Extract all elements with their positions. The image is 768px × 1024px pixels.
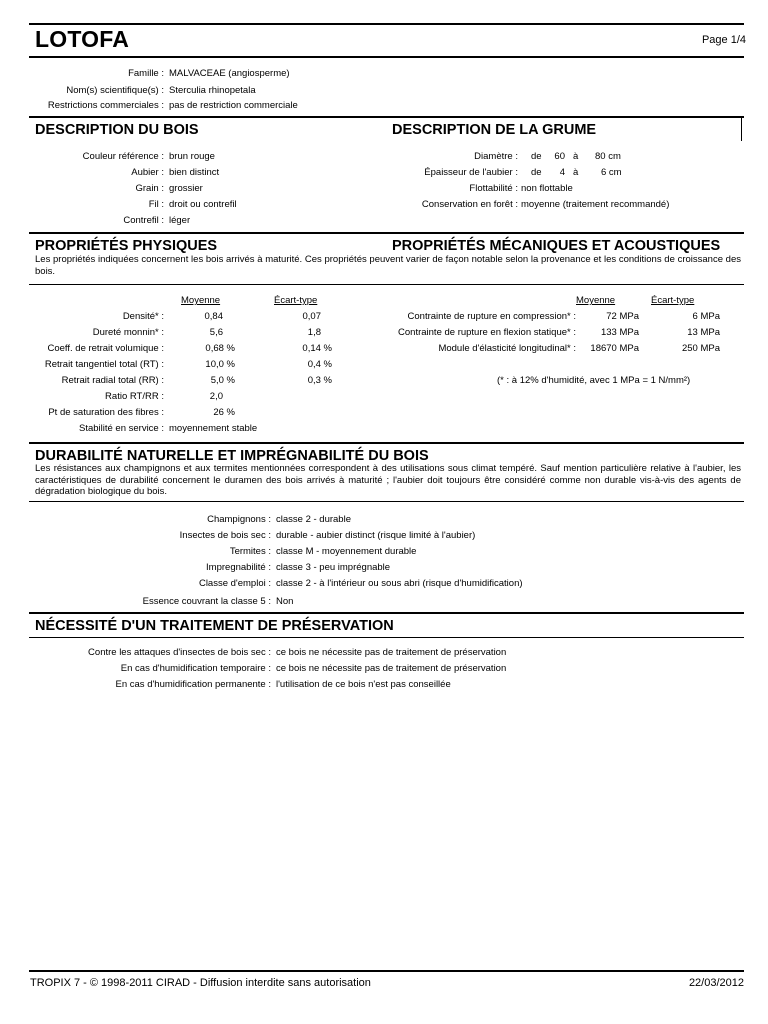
buoyancy-label: Flottabilité : bbox=[469, 183, 518, 194]
diameter-max: 80 cm bbox=[595, 151, 621, 162]
diameter-label: Diamètre : bbox=[474, 151, 518, 162]
family-value: MALVACEAE (angiosperme) bbox=[169, 68, 290, 79]
diameter-from: de bbox=[531, 151, 542, 162]
title-rule bbox=[29, 56, 744, 58]
physical-properties-heading: PROPRIÉTÉS PHYSIQUES bbox=[35, 238, 218, 254]
tangential-shrinkage-mean: 10,0 % bbox=[205, 359, 235, 370]
use-class-label: Classe d'emploi : bbox=[198, 578, 271, 589]
hardness-label: Dureté monnin* : bbox=[92, 327, 164, 338]
sapwood-thickness-max: 6 cm bbox=[601, 167, 622, 178]
stability-label: Stabilité en service : bbox=[78, 423, 164, 434]
scientific-name-value: Sterculia rhinopetala bbox=[169, 85, 256, 96]
tangential-shrinkage-sd: 0,4 % bbox=[307, 359, 332, 370]
top-rule bbox=[29, 23, 744, 25]
density-label: Densité* : bbox=[122, 311, 164, 322]
interlocked-grain-label: Contrefil : bbox=[123, 215, 164, 226]
dry-wood-insects-label: Insectes de bois sec : bbox=[179, 530, 271, 541]
density-sd: 0,07 bbox=[302, 311, 321, 322]
stability-value: moyennement stable bbox=[169, 423, 258, 434]
sapwood-value: bien distinct bbox=[169, 167, 220, 178]
sapwood-thickness-label: Épaisseur de l'aubier : bbox=[424, 167, 518, 178]
density-mean: 0,84 bbox=[204, 311, 223, 322]
color-value: brun rouge bbox=[169, 151, 215, 162]
description-rule bbox=[29, 116, 744, 118]
radial-shrinkage-sd: 0,3 % bbox=[307, 375, 332, 386]
compression-mean: 72 MPa bbox=[606, 311, 639, 322]
compression-sd: 6 MPa bbox=[692, 311, 720, 322]
grain-label: Grain : bbox=[135, 183, 164, 194]
elasticity-mean: 18670 MPa bbox=[590, 343, 639, 354]
fungi-label: Champignons : bbox=[207, 514, 271, 525]
class5-label: Essence couvrant la classe 5 : bbox=[142, 596, 271, 607]
trade-restrictions-value: pas de restriction commerciale bbox=[169, 100, 298, 111]
fungi-value: classe 2 - durable bbox=[276, 514, 351, 525]
sapwood-thickness-to: à bbox=[573, 167, 579, 178]
durability-heading: DURABILITÉ NATURELLE ET IMPRÉGNABILITÉ DU BOIS bbox=[35, 448, 429, 464]
termites-value: classe M - moyennement durable bbox=[276, 546, 417, 557]
color-label: Couleur référence : bbox=[82, 151, 164, 162]
radial-shrinkage-label: Retrait radial total (RR) : bbox=[61, 375, 164, 386]
interlocked-grain-value: léger bbox=[169, 215, 191, 226]
impregnability-label: Impregnabilité : bbox=[206, 562, 271, 573]
elasticity-label: Module d'élasticité longitudinal* : bbox=[438, 343, 576, 354]
insect-attack-value: ce bois ne nécessite pas de traitement de préservation bbox=[276, 647, 507, 658]
grain-value: grossier bbox=[169, 183, 203, 194]
permanent-humidity-label: En cas d'humidification permanente : bbox=[115, 679, 271, 690]
page-title: LOTOFA bbox=[35, 26, 130, 52]
volumetric-shrinkage-label: Coeff. de retrait volumique : bbox=[47, 343, 164, 354]
fiber-label: Fil : bbox=[148, 199, 164, 210]
fiber-saturation-mean: 26 % bbox=[213, 407, 235, 418]
log-description-heading: DESCRIPTION DE LA GRUME bbox=[392, 122, 597, 138]
forest-conservation-value: moyenne (traitement recommandé) bbox=[521, 199, 670, 210]
volumetric-shrinkage-sd: 0,14 % bbox=[302, 343, 332, 354]
fiber-value: droit ou contrefil bbox=[169, 199, 237, 210]
elasticity-sd: 250 MPa bbox=[681, 343, 720, 354]
hardness-sd: 1,8 bbox=[307, 327, 321, 338]
temporary-humidity-label: En cas d'humidification temporaire : bbox=[120, 663, 271, 674]
class5-value: Non bbox=[276, 596, 294, 607]
trade-restrictions-label: Restrictions commerciales : bbox=[47, 100, 164, 111]
mechanical-sd-header: Écart-type bbox=[651, 295, 695, 306]
footer-copyright: TROPIX 7 - © 1998-2011 CIRAD - Diffusion interdite sans autorisation bbox=[30, 977, 371, 989]
insect-attack-label: Contre les attaques d'insectes de bois sec : bbox=[88, 647, 271, 658]
termites-label: Termites : bbox=[229, 546, 271, 557]
use-class-value: classe 2 - à l'intérieur ou sous abri (risque d'humidification) bbox=[276, 578, 523, 589]
tangential-shrinkage-label: Retrait tangentiel total (RT) : bbox=[44, 359, 164, 370]
durability-intro: Les résistances aux champignons et aux termites mentionnées correspondent à des utilisations sous climat tempéré. Sauf mention particulière relative à l'aubier, les caractéristiques de durabilité concernent le duramen des bois arrivés à maturité ; l'aubier doit toujours être considéré comme non durable vis-à-vis des agents de dégradation biologique du bois. bbox=[35, 463, 741, 497]
diameter-to: à bbox=[573, 151, 579, 162]
bending-label: Contrainte de rupture en flexion statique* : bbox=[398, 327, 576, 338]
bending-mean: 133 MPa bbox=[600, 327, 639, 338]
buoyancy-value: non flottable bbox=[521, 183, 573, 194]
shrinkage-ratio-mean: 2,0 bbox=[209, 391, 223, 402]
mechanical-properties-heading: PROPRIÉTÉS MÉCANIQUES ET ACOUSTIQUES bbox=[392, 238, 721, 254]
sapwood-thickness-from: de bbox=[531, 167, 542, 178]
durability-divider bbox=[29, 501, 744, 502]
physical-sd-header: Écart-type bbox=[274, 295, 318, 306]
scientific-name-label: Nom(s) scientifique(s) : bbox=[66, 85, 164, 96]
impregnability-value: classe 3 - peu imprégnable bbox=[276, 562, 391, 573]
volumetric-shrinkage-mean: 0,68 % bbox=[205, 343, 235, 354]
treatment-heading: NÉCESSITÉ D'UN TRAITEMENT DE PRÉSERVATION bbox=[35, 618, 394, 634]
permanent-humidity-value: l'utilisation de ce bois n'est pas conseillée bbox=[276, 679, 451, 690]
family-label: Famille : bbox=[128, 68, 164, 79]
wood-description-heading: DESCRIPTION DU BOIS bbox=[35, 122, 199, 138]
footer-date: 22/03/2012 bbox=[688, 977, 744, 989]
page-number: Page 1/4 bbox=[701, 34, 746, 46]
treatment-divider bbox=[29, 637, 744, 638]
forest-conservation-label: Conservation en forêt : bbox=[421, 199, 518, 210]
diameter-min: 60 bbox=[554, 151, 565, 162]
treatment-rule bbox=[29, 612, 744, 614]
shrinkage-ratio-label: Ratio RT/RR : bbox=[105, 391, 164, 402]
humidity-note: (* : à 12% d'humidité, avec 1 MPa = 1 N/mm²) bbox=[497, 375, 691, 386]
hardness-mean: 5,6 bbox=[209, 327, 223, 338]
dry-wood-insects-value: durable - aubier distinct (risque limité à l'aubier) bbox=[276, 530, 476, 541]
radial-shrinkage-mean: 5,0 % bbox=[210, 375, 235, 386]
properties-rule bbox=[29, 232, 744, 234]
intro-divider bbox=[29, 284, 744, 285]
fiber-saturation-label: Pt de saturation des fibres : bbox=[48, 407, 164, 418]
physical-properties-intro: Les propriétés indiquées concernent les bois arrivés à maturité. Ces propriétés peuvent varier de façon notable selon la provenance et les conditions de croissance des bois. bbox=[35, 254, 741, 277]
sapwood-label: Aubier : bbox=[131, 167, 164, 178]
physical-mean-header: Moyenne bbox=[181, 295, 221, 306]
bending-sd: 13 MPa bbox=[687, 327, 720, 338]
durability-rule bbox=[29, 442, 744, 444]
temporary-humidity-value: ce bois ne nécessite pas de traitement de préservation bbox=[276, 663, 507, 674]
description-side-rule bbox=[741, 117, 742, 141]
mechanical-mean-header: Moyenne bbox=[576, 295, 616, 306]
compression-label: Contrainte de rupture en compression* : bbox=[407, 311, 576, 322]
sapwood-thickness-min: 4 bbox=[559, 167, 565, 178]
footer-rule bbox=[29, 970, 744, 972]
